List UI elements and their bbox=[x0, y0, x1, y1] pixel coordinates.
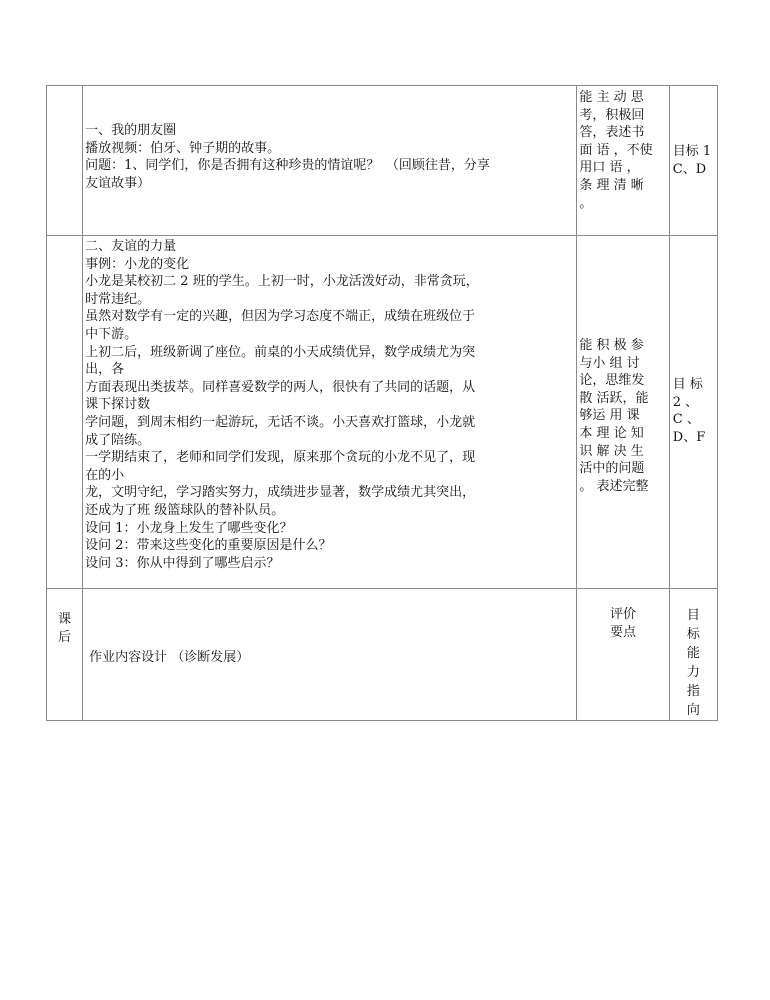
goal-cell bbox=[669, 236, 717, 589]
eval-points-header bbox=[577, 589, 668, 641]
side-cell bbox=[47, 86, 83, 236]
evaluation-line: 识 解 决 生 bbox=[579, 443, 644, 459]
content-line: 龙，文明守纪，学习踏实努力，成绩进步显著，数学成绩尤其突出， bbox=[85, 485, 476, 501]
activity-2-content bbox=[83, 236, 576, 572]
homework-cell bbox=[83, 589, 577, 721]
evaluation-cell bbox=[577, 86, 669, 236]
goal-direction-header bbox=[670, 589, 717, 720]
evaluation-line: 论，思维发 bbox=[579, 373, 645, 389]
content-line: 还成为了班 级篮球队的替补队员。 bbox=[85, 502, 285, 518]
evaluation-line: 散 活跃，能 bbox=[579, 390, 649, 406]
goal-line: D、F bbox=[672, 429, 706, 445]
content-line: 方面表现出类拔萃。同样喜爱数学的两人，很快有了共同的话题，从 bbox=[85, 379, 476, 395]
content-line: 中下游。 bbox=[85, 326, 138, 342]
content-line: 事例：小龙的变化 bbox=[85, 256, 190, 272]
evaluation-line: 能 主 动 思 bbox=[579, 90, 644, 105]
evaluation-line: 答，表述书 bbox=[579, 125, 645, 141]
header-char: 能 bbox=[686, 646, 700, 661]
evaluation-line: 与小 组 讨 bbox=[579, 355, 640, 371]
table-row bbox=[47, 86, 718, 236]
content-line: 问题：1、同学们，你是否拥有这种珍贵的情谊呢？ （回顾往昔，分享 bbox=[85, 158, 490, 174]
content-line: 时常违纪。 bbox=[85, 291, 151, 307]
after-class-label bbox=[47, 589, 82, 646]
content-line: 学问题，到周末相约一起游玩，无话不谈。小天喜欢打篮球，小龙就 bbox=[85, 414, 476, 430]
evaluation-line: 。 bbox=[579, 195, 593, 211]
header-char: 力 bbox=[686, 665, 700, 680]
homework-design-label: 作业内容设计 （诊断发展） bbox=[89, 650, 250, 665]
goal-line: C 、 bbox=[672, 412, 700, 428]
content-cell bbox=[83, 86, 577, 236]
header-char: 指 bbox=[686, 684, 700, 699]
side-label-cell bbox=[47, 589, 83, 721]
activity-1-content bbox=[83, 86, 576, 192]
goal-direction-cell bbox=[669, 589, 717, 721]
table-row bbox=[47, 236, 718, 589]
goal-text bbox=[670, 236, 717, 446]
evaluation-text bbox=[577, 86, 668, 212]
goal-line: C、D bbox=[672, 161, 707, 177]
evaluation-line: 够运 用 课 bbox=[579, 408, 640, 424]
evaluation-line: 本 理 论 知 bbox=[579, 425, 644, 441]
lesson-plan-table bbox=[46, 85, 718, 721]
content-line: 在的小 bbox=[85, 467, 125, 483]
content-line: 小龙是某校初二 2 班的学生。上初一时，小龙活泼好动，非常贪玩， bbox=[85, 274, 479, 290]
evaluation-line: 考，积极回 bbox=[579, 107, 645, 123]
content-line: 成了陪练。 bbox=[85, 432, 151, 448]
question-line: 设问 2：带来这些变化的重要原因是什么？ bbox=[85, 538, 332, 554]
eval-points-cell bbox=[577, 589, 669, 721]
content-line: 一学期结束了，老师和同学们发现，原来那个贪玩的小龙不见了，现 bbox=[85, 450, 476, 466]
evaluation-text bbox=[577, 236, 668, 495]
header-line: 评价 bbox=[610, 607, 637, 622]
evaluation-cell bbox=[577, 236, 669, 589]
label-char: 后 bbox=[58, 629, 72, 645]
header-line: 要点 bbox=[610, 624, 637, 640]
content-line: 出，各 bbox=[85, 362, 125, 378]
evaluation-line: 面 语 ，不使 bbox=[579, 142, 653, 158]
evaluation-line: 能 积 极 参 bbox=[579, 338, 644, 353]
content-line: 课下探讨数 bbox=[85, 397, 151, 413]
goal-text bbox=[670, 86, 717, 178]
evaluation-line: 活中的问题 bbox=[579, 461, 645, 477]
content-cell bbox=[83, 236, 577, 589]
label-char: 课 bbox=[58, 612, 72, 627]
table-row bbox=[47, 589, 718, 721]
content-line: 播放视频：伯牙、钟子期的故事。 bbox=[85, 140, 281, 156]
header-char: 目 bbox=[686, 608, 700, 623]
content-line: 上初二后，班级新调了座位。前桌的小天成绩优异，数学成绩尤为突 bbox=[85, 344, 476, 360]
side-cell bbox=[47, 236, 83, 589]
section-heading: 二、友谊的力量 bbox=[85, 239, 177, 254]
content-line: 友谊故事） bbox=[85, 175, 151, 191]
question-line: 设问 1：小龙身上发生了哪些变化？ bbox=[85, 520, 293, 536]
goal-line: 2 、 bbox=[672, 394, 699, 410]
header-char: 向 bbox=[686, 703, 700, 718]
goal-line: 目 标 bbox=[672, 377, 703, 392]
goal-cell bbox=[669, 86, 717, 236]
evaluation-line: 条 理 清 晰 bbox=[579, 177, 644, 193]
goal-line: 目标 1 bbox=[672, 144, 712, 159]
evaluation-line: 。 表述完整 bbox=[579, 478, 649, 494]
evaluation-line: 用口 语 ， bbox=[579, 160, 640, 176]
content-line: 虽然对数学有一定的兴趣，但因为学习态度不端正，成绩在班级位于 bbox=[85, 309, 476, 325]
question-line: 设问 3：你从中得到了哪些启示？ bbox=[85, 555, 280, 571]
section-heading: 一、我的朋友圈 bbox=[85, 123, 177, 138]
header-char: 标 bbox=[686, 627, 700, 642]
